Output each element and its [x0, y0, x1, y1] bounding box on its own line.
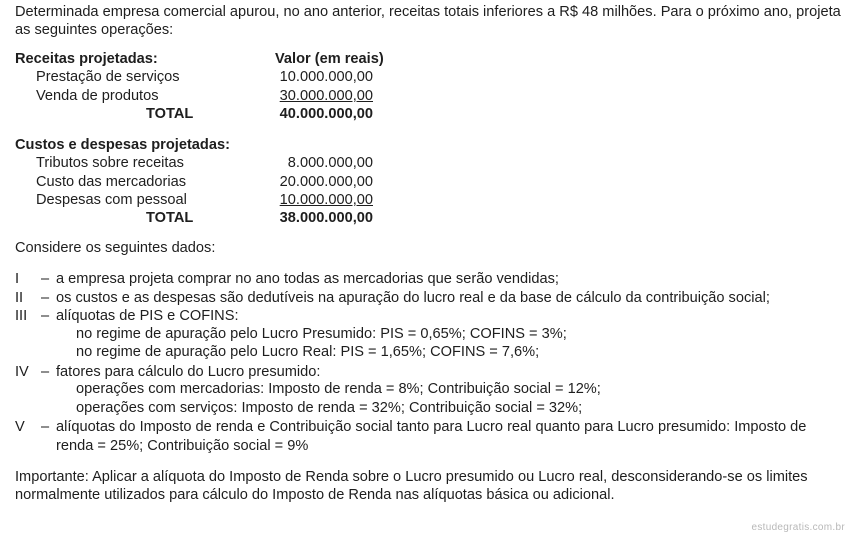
item-subline: operações com serviços: Imposto de renda = 32%; Contribuição social = 32%;	[76, 400, 583, 416]
custo-value: 20.000.000,00	[279, 174, 373, 190]
item-number: II	[15, 290, 24, 306]
item-text: alíquotas do Imposto de renda e Contribuição social tanto para Lucro real quanto para Lucro presumido: Imposto de renda = 25%; Contribuição social = 9%	[56, 419, 807, 454]
considere-line: Considere os seguintes dados:	[15, 240, 216, 256]
receitas-total-label: TOTAL	[146, 106, 194, 122]
custos-total-value: 38.000.000,00	[279, 210, 373, 226]
custos-total-label: TOTAL	[146, 210, 194, 226]
custo-value: 10.000.000,00	[279, 192, 373, 208]
item-subline: no regime de apuração pelo Lucro Real: PIS = 1,65%; COFINS = 7,6%;	[76, 344, 540, 360]
valor-header: Valor (em reais)	[275, 51, 384, 67]
item-subline: operações com mercadorias: Imposto de renda = 8%; Contribuição social = 12%;	[76, 381, 601, 397]
item-number: III	[15, 308, 28, 324]
item-number: IV	[15, 364, 29, 380]
item-text: a empresa projeta comprar no ano todas as mercadorias que serão vendidas;	[56, 271, 559, 287]
item-dash: –	[41, 364, 50, 380]
receitas-header: Receitas projetadas:	[15, 51, 158, 67]
importante-paragraph: Importante: Aplicar a alíquota do Imposto de Renda sobre o Lucro presumido ou Lucro real, desconsiderando-se os limites normalmente utilizados para cálculo do Imposto de Renda nas alíquotas básica ou adicional.	[15, 469, 808, 503]
receita-value: 30.000.000,00	[279, 88, 373, 104]
item-dash: –	[41, 290, 50, 306]
item-subline: no regime de apuração pelo Lucro Presumido: PIS = 0,65%; COFINS = 3%;	[76, 326, 567, 342]
receitas-total-value: 40.000.000,00	[279, 106, 373, 122]
custo-label: Custo das mercadorias	[36, 174, 187, 190]
item-number: V	[15, 419, 25, 435]
custo-label: Tributos sobre receitas	[36, 155, 184, 171]
intro-paragraph: Determinada empresa comercial apurou, no ano anterior, receitas totais inferiores a R$ 48 milhões. Para o próximo ano, projeta as seguintes operações:	[15, 4, 841, 38]
item-text: alíquotas de PIS e COFINS:	[56, 308, 239, 324]
item-number: I	[15, 271, 20, 287]
item-dash: –	[41, 419, 50, 435]
item-text: os custos e as despesas são dedutíveis na apuração do lucro real e da base de cálculo da contribuição social;	[56, 290, 770, 306]
custos-header: Custos e despesas projetadas:	[15, 137, 230, 153]
item-dash: –	[41, 308, 50, 324]
receita-value: 10.000.000,00	[279, 69, 373, 85]
item-dash: –	[41, 271, 50, 287]
custo-value: 8.000.000,00	[287, 155, 373, 171]
custo-label: Despesas com pessoal	[36, 192, 187, 208]
item-text: fatores para cálculo do Lucro presumido:	[56, 364, 321, 380]
watermark: estudegratis.com.br	[751, 522, 845, 533]
receita-label: Prestação de serviços	[36, 69, 180, 85]
receita-label: Venda de produtos	[36, 88, 159, 104]
